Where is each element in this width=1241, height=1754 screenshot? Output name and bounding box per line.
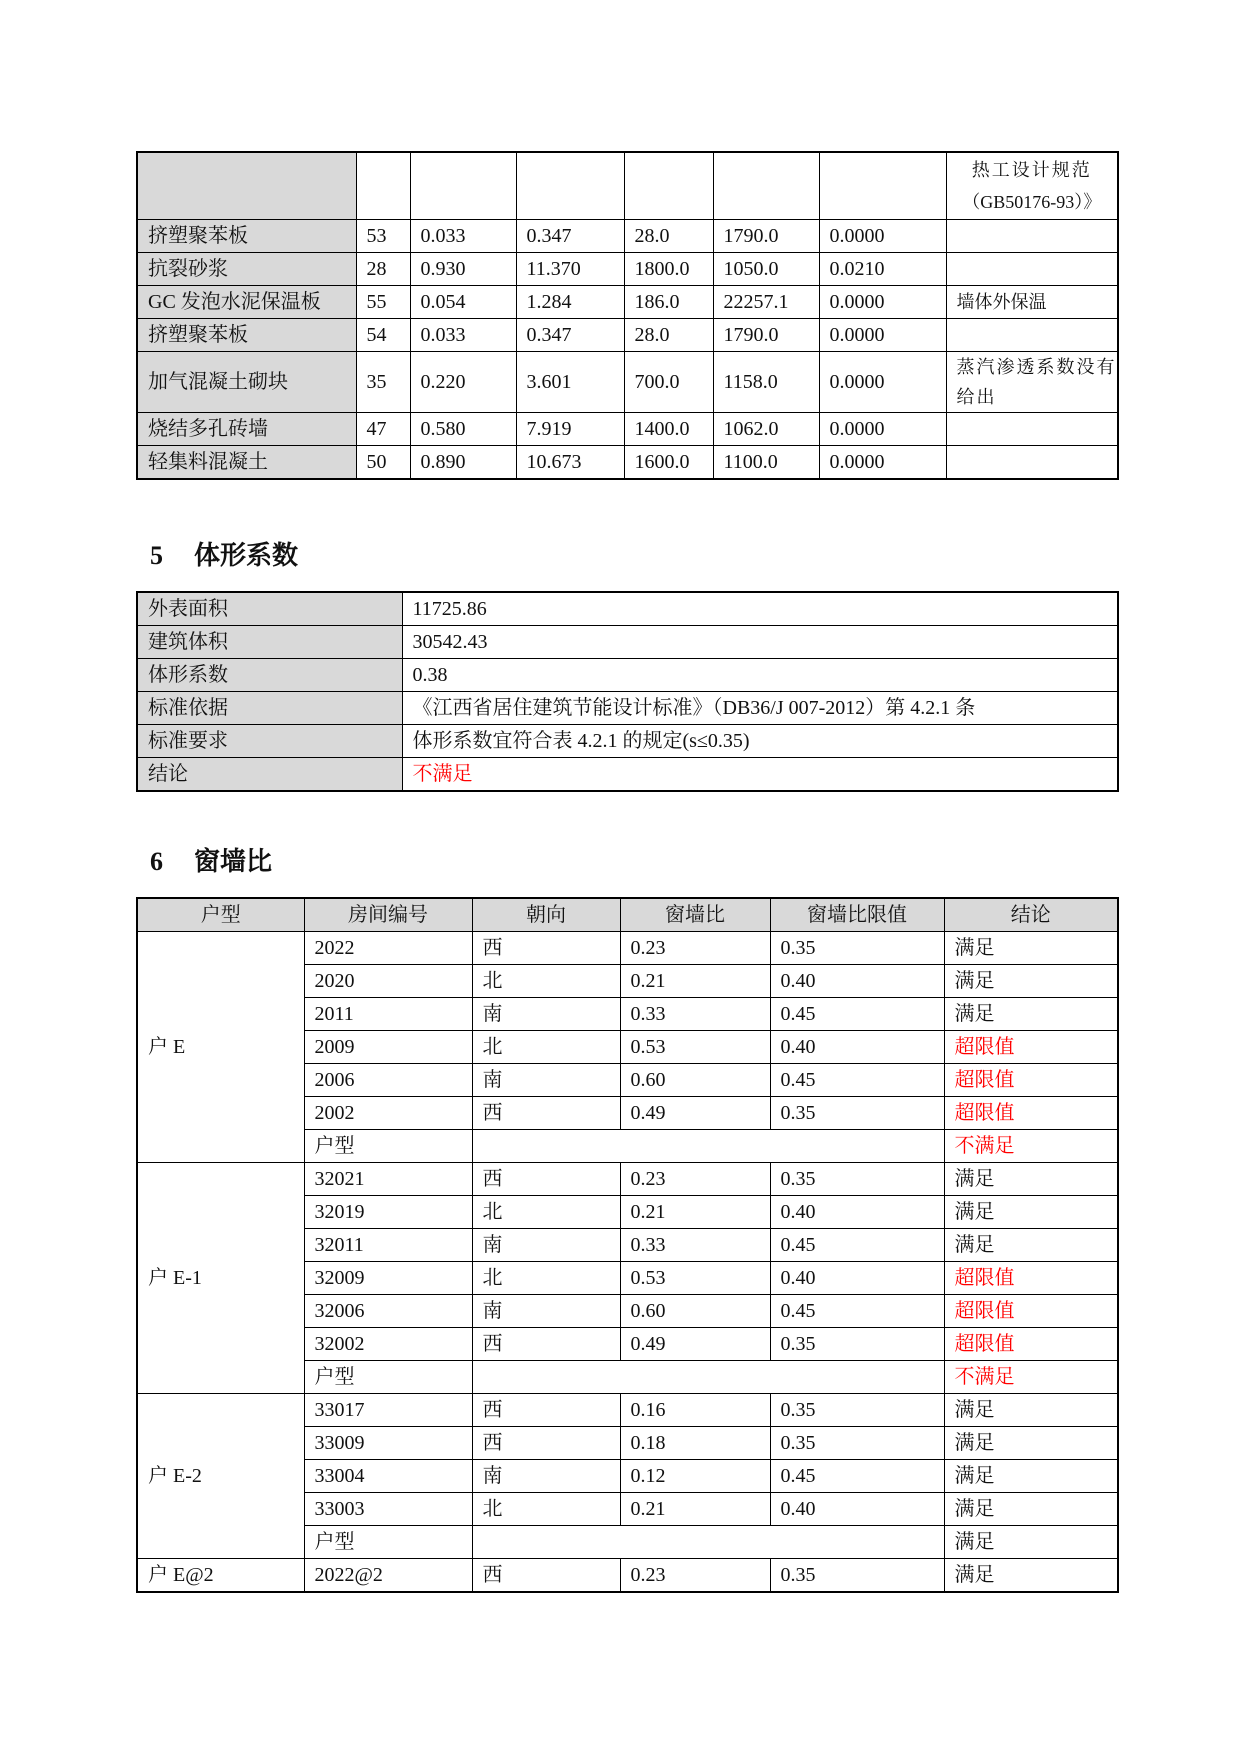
wwr-room: 2009 <box>304 1031 472 1064</box>
material-value: 0.0000 <box>819 352 946 413</box>
material-value: 50 <box>356 446 410 480</box>
wwr-summary-result: 不满足 <box>944 1361 1118 1394</box>
wwr-limit: 0.35 <box>770 1163 944 1196</box>
wwr-limit: 0.45 <box>770 1064 944 1097</box>
wwr-ratio: 0.16 <box>620 1394 770 1427</box>
shape-value: 《江西省居住建筑节能设计标准》（DB36/J 007-2012）第 4.2.1 条 <box>402 692 1118 725</box>
wwr-room: 32019 <box>304 1196 472 1229</box>
material-value: 1790.0 <box>713 319 819 352</box>
wwr-ratio: 0.18 <box>620 1427 770 1460</box>
wwr-header-row <box>137 898 1118 932</box>
shape-row <box>137 592 1118 626</box>
material-name: 抗裂砂浆 <box>137 253 356 286</box>
section-6-heading <box>150 841 272 878</box>
material-note: 墙体外保温 <box>946 286 1118 319</box>
wwr-limit: 0.45 <box>770 1229 944 1262</box>
shape-row <box>137 626 1118 659</box>
wwr-direction: 南 <box>472 1460 620 1493</box>
wwr-result: 超限值 <box>944 1097 1118 1130</box>
shape-label: 标准依据 <box>137 692 402 725</box>
wwr-header-cell: 房间编号 <box>304 898 472 932</box>
wwr-header-cell: 结论 <box>944 898 1118 932</box>
wwr-summary-label: 户型 <box>304 1361 472 1394</box>
wwr-ratio: 0.23 <box>620 1163 770 1196</box>
material-value: 0.347 <box>516 220 624 253</box>
material-note <box>946 413 1118 446</box>
material-value: 53 <box>356 220 410 253</box>
wwr-limit: 0.40 <box>770 1196 944 1229</box>
shape-label: 外表面积 <box>137 592 402 626</box>
wwr-limit: 0.35 <box>770 932 944 965</box>
wwr-result: 满足 <box>944 965 1118 998</box>
shape-coefficient-table <box>136 591 1119 792</box>
wwr-summary-result: 不满足 <box>944 1130 1118 1163</box>
wwr-limit: 0.45 <box>770 1295 944 1328</box>
material-name: 轻集料混凝土 <box>137 446 356 480</box>
material-value: 0.0210 <box>819 253 946 286</box>
material-value: 0.930 <box>410 253 516 286</box>
materials-row <box>137 286 1118 319</box>
wwr-limit: 0.35 <box>770 1097 944 1130</box>
wwr-room: 33003 <box>304 1493 472 1526</box>
wwr-summary-blank <box>472 1361 944 1394</box>
material-value: 0.0000 <box>819 286 946 319</box>
shape-label: 建筑体积 <box>137 626 402 659</box>
shape-label: 体形系数 <box>137 659 402 692</box>
wwr-room: 2022 <box>304 932 472 965</box>
material-value: 0.0000 <box>819 446 946 480</box>
wwr-room: 33017 <box>304 1394 472 1427</box>
material-name: 加气混凝土砌块 <box>137 352 356 413</box>
wwr-result: 满足 <box>944 1493 1118 1526</box>
material-value: 1790.0 <box>713 220 819 253</box>
wwr-unit: 户 E-2 <box>137 1394 304 1559</box>
materials-row <box>137 446 1118 480</box>
wwr-row <box>137 1559 1118 1593</box>
material-note: 蒸汽渗透系数没有给出 <box>946 352 1118 413</box>
material-value: 0.890 <box>410 446 516 480</box>
materials-row <box>137 413 1118 446</box>
wwr-summary-label: 户型 <box>304 1526 472 1559</box>
wwr-ratio: 0.21 <box>620 965 770 998</box>
shape-value: 30542.43 <box>402 626 1118 659</box>
wwr-limit: 0.35 <box>770 1328 944 1361</box>
materials-row <box>137 352 1118 413</box>
wwr-ratio: 0.33 <box>620 1229 770 1262</box>
material-value: 0.580 <box>410 413 516 446</box>
wwr-limit: 0.40 <box>770 965 944 998</box>
wwr-result: 超限值 <box>944 1262 1118 1295</box>
section-6-number: 6 <box>150 847 163 876</box>
wwr-result: 超限值 <box>944 1031 1118 1064</box>
wwr-summary-result: 满足 <box>944 1526 1118 1559</box>
wwr-limit: 0.45 <box>770 998 944 1031</box>
wwr-direction: 北 <box>472 1262 620 1295</box>
window-wall-ratio-table <box>136 897 1119 1593</box>
material-value: 10.673 <box>516 446 624 480</box>
material-value: 28.0 <box>624 319 713 352</box>
material-value: 700.0 <box>624 352 713 413</box>
material-value: 0.0000 <box>819 220 946 253</box>
wwr-row <box>137 1163 1118 1196</box>
wwr-unit: 户 E <box>137 932 304 1163</box>
material-value: 47 <box>356 413 410 446</box>
material-value: 1800.0 <box>624 253 713 286</box>
material-note <box>946 446 1118 480</box>
shape-row <box>137 659 1118 692</box>
wwr-result: 超限值 <box>944 1328 1118 1361</box>
wwr-direction: 南 <box>472 1064 620 1097</box>
wwr-room: 32011 <box>304 1229 472 1262</box>
material-value: 1062.0 <box>713 413 819 446</box>
material-value: 0.033 <box>410 319 516 352</box>
shape-label: 标准要求 <box>137 725 402 758</box>
section-5-heading <box>150 535 298 572</box>
materials-row <box>137 319 1118 352</box>
wwr-room: 32009 <box>304 1262 472 1295</box>
wwr-row <box>137 932 1118 965</box>
wwr-result: 满足 <box>944 932 1118 965</box>
wwr-direction: 北 <box>472 965 620 998</box>
wwr-direction: 西 <box>472 1097 620 1130</box>
wwr-direction: 西 <box>472 1559 620 1593</box>
wwr-limit: 0.35 <box>770 1427 944 1460</box>
wwr-result: 满足 <box>944 998 1118 1031</box>
material-value: 0.054 <box>410 286 516 319</box>
wwr-direction: 北 <box>472 1196 620 1229</box>
shape-value: 0.38 <box>402 659 1118 692</box>
material-value: 54 <box>356 319 410 352</box>
shape-row <box>137 692 1118 725</box>
wwr-limit: 0.40 <box>770 1262 944 1295</box>
shape-label: 结论 <box>137 758 402 792</box>
wwr-header-cell: 窗墙比限值 <box>770 898 944 932</box>
wwr-row <box>137 1394 1118 1427</box>
wwr-ratio: 0.53 <box>620 1031 770 1064</box>
wwr-summary-blank <box>472 1130 944 1163</box>
material-value: 28 <box>356 253 410 286</box>
wwr-direction: 南 <box>472 1229 620 1262</box>
wwr-unit: 户 E@2 <box>137 1559 304 1593</box>
wwr-room: 2022@2 <box>304 1559 472 1593</box>
wwr-result: 满足 <box>944 1460 1118 1493</box>
material-name: GC 发泡水泥保温板 <box>137 286 356 319</box>
wwr-result: 超限值 <box>944 1295 1118 1328</box>
wwr-room: 32006 <box>304 1295 472 1328</box>
wwr-limit: 0.40 <box>770 1031 944 1064</box>
wwr-ratio: 0.23 <box>620 1559 770 1593</box>
wwr-direction: 西 <box>472 1427 620 1460</box>
section-6-title: 窗墙比 <box>194 847 273 877</box>
section-5-title: 体形系数 <box>194 541 299 571</box>
materials-row <box>137 220 1118 253</box>
wwr-limit: 0.45 <box>770 1460 944 1493</box>
material-value: 7.919 <box>516 413 624 446</box>
materials-header-row <box>137 152 1118 220</box>
wwr-ratio: 0.49 <box>620 1328 770 1361</box>
materials-header-note-line1: 热工设计规范 <box>971 160 1092 180</box>
wwr-result: 满足 <box>944 1229 1118 1262</box>
material-value: 1158.0 <box>713 352 819 413</box>
material-value: 1400.0 <box>624 413 713 446</box>
shape-row <box>137 758 1118 792</box>
wwr-limit: 0.35 <box>770 1394 944 1427</box>
shape-row <box>137 725 1118 758</box>
wwr-ratio: 0.60 <box>620 1064 770 1097</box>
wwr-direction: 南 <box>472 1295 620 1328</box>
wwr-limit: 0.40 <box>770 1493 944 1526</box>
wwr-room: 2011 <box>304 998 472 1031</box>
shape-value: 不满足 <box>402 758 1118 792</box>
wwr-result: 满足 <box>944 1163 1118 1196</box>
wwr-room: 2020 <box>304 965 472 998</box>
material-note <box>946 253 1118 286</box>
wwr-direction: 西 <box>472 1328 620 1361</box>
material-value: 55 <box>356 286 410 319</box>
wwr-result: 满足 <box>944 1427 1118 1460</box>
materials-header-cell <box>137 152 356 220</box>
materials-table <box>136 151 1119 480</box>
wwr-result: 满足 <box>944 1394 1118 1427</box>
wwr-ratio: 0.33 <box>620 998 770 1031</box>
material-value: 0.220 <box>410 352 516 413</box>
wwr-room: 32002 <box>304 1328 472 1361</box>
materials-row <box>137 253 1118 286</box>
wwr-ratio: 0.21 <box>620 1196 770 1229</box>
shape-value: 体形系数宜符合表 4.2.1 的规定(s≤0.35) <box>402 725 1118 758</box>
wwr-result: 满足 <box>944 1196 1118 1229</box>
materials-header-note-line2: （GB50176-93）》 <box>962 192 1102 212</box>
wwr-unit: 户 E-1 <box>137 1163 304 1394</box>
material-name: 挤塑聚苯板 <box>137 220 356 253</box>
wwr-direction: 西 <box>472 932 620 965</box>
material-name: 挤塑聚苯板 <box>137 319 356 352</box>
material-value: 1050.0 <box>713 253 819 286</box>
wwr-summary-label: 户型 <box>304 1130 472 1163</box>
wwr-result: 超限值 <box>944 1064 1118 1097</box>
wwr-ratio: 0.23 <box>620 932 770 965</box>
wwr-result: 满足 <box>944 1559 1118 1593</box>
material-value: 1100.0 <box>713 446 819 480</box>
wwr-header-cell: 户型 <box>137 898 304 932</box>
material-value: 11.370 <box>516 253 624 286</box>
material-value: 22257.1 <box>713 286 819 319</box>
material-value: 0.0000 <box>819 319 946 352</box>
material-value: 0.0000 <box>819 413 946 446</box>
material-value: 1.284 <box>516 286 624 319</box>
wwr-limit: 0.35 <box>770 1559 944 1593</box>
wwr-header-cell: 窗墙比 <box>620 898 770 932</box>
wwr-room: 33004 <box>304 1460 472 1493</box>
wwr-direction: 西 <box>472 1163 620 1196</box>
material-note <box>946 220 1118 253</box>
wwr-ratio: 0.12 <box>620 1460 770 1493</box>
wwr-room: 32021 <box>304 1163 472 1196</box>
material-value: 1600.0 <box>624 446 713 480</box>
shape-value: 11725.86 <box>402 592 1118 626</box>
wwr-direction: 北 <box>472 1031 620 1064</box>
wwr-ratio: 0.49 <box>620 1097 770 1130</box>
material-value: 0.033 <box>410 220 516 253</box>
wwr-room: 2006 <box>304 1064 472 1097</box>
material-note <box>946 319 1118 352</box>
material-value: 3.601 <box>516 352 624 413</box>
wwr-summary-blank <box>472 1526 944 1559</box>
wwr-room: 33009 <box>304 1427 472 1460</box>
material-value: 35 <box>356 352 410 413</box>
material-name: 烧结多孔砖墙 <box>137 413 356 446</box>
wwr-room: 2002 <box>304 1097 472 1130</box>
material-value: 28.0 <box>624 220 713 253</box>
wwr-direction: 南 <box>472 998 620 1031</box>
wwr-ratio: 0.53 <box>620 1262 770 1295</box>
wwr-ratio: 0.60 <box>620 1295 770 1328</box>
section-5-number: 5 <box>150 541 163 570</box>
wwr-direction: 西 <box>472 1394 620 1427</box>
materials-header-note <box>946 152 1118 220</box>
wwr-header-cell: 朝向 <box>472 898 620 932</box>
material-value: 0.347 <box>516 319 624 352</box>
wwr-direction: 北 <box>472 1493 620 1526</box>
wwr-ratio: 0.21 <box>620 1493 770 1526</box>
material-value: 186.0 <box>624 286 713 319</box>
